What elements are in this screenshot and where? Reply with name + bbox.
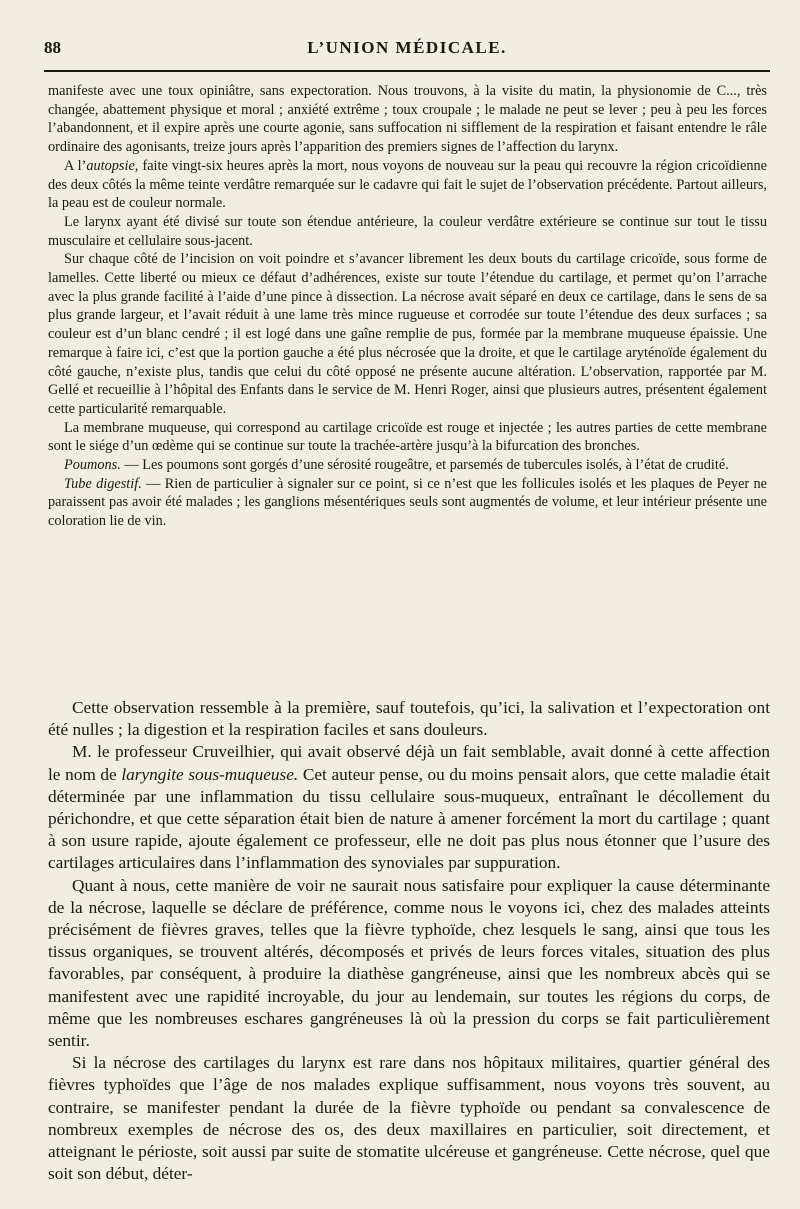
paragraph: Quant à nous, cette manière de voir ne saurait nous satisfaire pour expliquer la cause déterminante de la nécrose, laquelle se déclare de préférence, comme nous le voyons ici, chez des malades atteints précisément de fièvres graves, telles que la fièvre typhoïde, chez lesquels le sang, ainsi que tous les tissus organiques, se trouvent altérés, décomposés et privés de leurs forces vitales, situation des plus favorables, par conséquent, à produire la diathèse gangréneuse, ainsi que les nombreux abcès qui se manifestent avec une rapidité incroyable, du jour au lendemain, sur toutes les régions du corps, de même que les nombreuses eschares gangréneuses là où la pression du corps se fait particulièrement sentir. <box>48 875 770 1051</box>
paragraph <box>48 741 770 874</box>
italic-term: Poumons. <box>64 457 121 474</box>
paragraph <box>48 157 767 213</box>
paragraph: Cette observation ressemble à la première, sauf toutefois, qu’ici, la salivation et l’expectoration ont été nulles ; la digestion et la respiration faciles et sans douleurs. <box>48 698 770 740</box>
paragraph <box>48 475 767 531</box>
paragraph: La membrane muqueuse, qui correspond au cartilage cricoïde est rouge et injectée ; les autres parties de cette membrane sont le siége d’un œdème qui se continue sur toute la trachée-artère jusqu’à la bifurcation des bronches. <box>48 419 767 455</box>
paragraph: Sur chaque côté de l’incision on voit poindre et s’avancer librement les deux bouts du cartilage cricoïde, sous forme de lamelles. Cette liberté ou mieux ce défaut d’adhérences, existe sur toute l’étendue du cartilage, et permet qu’on l’arrache avec la plus grande facilité à l’aide d’une pince à dissection. La nécrose avait séparé en deux ce cartilage, dans le sens de sa plus grande largeur, et l’avait réduit à une lame très mince rugueuse et corrodée sur toute l’étendue des deux surfaces ; sa couleur est d’un blanc cendré ; il est logé dans une gaîne remplie de pus, formée par la membrane muqueuse épaissie. Une remarque à faire ici, c’est que la portion gauche a été plus nécrosée que la droite, et que le cartilage aryténoïde également du côté gauche, n’existe plus, tandis que celui du côté opposé ne présente aucune altération. L’observation, rapportée par M. Gellé et recueillie à l’hôpital des Enfants dans le service de M. Henri Roger, ainsi que plusieurs autres, présentent également cette particularité remarquable. <box>48 251 767 417</box>
paragraph <box>48 456 767 475</box>
running-title: L’UNION MÉDICALE. <box>307 38 507 57</box>
paragraph: manifeste avec une toux opiniâtre, sans expectoration. Nous trouvons, à la visite du matin, la physionomie de C..., très changée, abattement physique et moral ; anxiété extrême ; toux croupale ; le malade ne peut se lever ; peu à peu les forces l’abandonnent, et il expire après une courte agonie, sans suffocation ni sifflement de la respiration et faisant entendre le râle ordinaire des agonisants, treize jours après l’apparition des premiers signes de l’affection du larynx. <box>48 83 767 156</box>
header-rule <box>44 70 770 72</box>
italic-term: laryngite sous-muqueuse. <box>121 764 299 784</box>
paragraph: Le larynx ayant été divisé sur toute son étendue antérieure, la couleur verdâtre extérieure se continue sur tout le tissu musculaire et cellulaire sous-jacent. <box>48 213 767 249</box>
paragraph-lead: A l’ <box>64 157 87 174</box>
paragraph-text: — Les poumons sont gorgés d’une sérosité rougeâtre, et parsemés de tubercules isolés, à l’état de crudité. <box>120 457 729 474</box>
italic-term: autopsie, <box>86 157 139 174</box>
paragraph-text: — Rien de particulier à signaler sur ce point, si ce n’est que les follicules isolés et les plaques de Peyer ne paraissent pas avoir été malades ; les ganglions mésentériques seuls sont augmentés de volume, et leur intérieur présente une coloration lie de vin. <box>48 475 767 530</box>
page-number: 88 <box>44 38 61 57</box>
page-header <box>44 38 770 64</box>
paragraph: Si la nécrose des cartilages du larynx est rare dans nos hôpitaux militaires, quartier général des fièvres typhoïdes que l’âge de nos malades explique suffisamment, nous voyons très souvent, au contraire, se manifester pendant la durée de la fièvre typhoïde ou pendant sa convalescence de nombreux exemples de nécrose des os, des deux maxillaires en particulier, soit directement, et atteignant le périoste, soit aussi par suite de stomatite ulcéreuse et gangréneuse. Cette nécrose, quel que soit son début, déter- <box>48 1053 770 1184</box>
paragraph-text: faite vingt-six heures après la mort, nous voyons de nouveau sur la peau qui recouvre la région cricoïdienne des deux côtés la même teinte verdâtre remarquée sur le cadavre qui fait le sujet de l’observation précédente. Partout ailleurs, la peau est de couleur normale. <box>48 157 768 212</box>
case-observation-section <box>48 82 767 531</box>
paragraph-lead: M. le professeur Cruveilhier, qui avait observé déjà un fait semblable, avait donné à cette affection le nom de <box>48 742 770 784</box>
paragraph-text: Cet auteur pense, ou du moins pensait alors, que cette maladie était déterminée par une inflammation du tissu cellulaire sous-muqueux, entraînant le décollement du périchondre, et que cette séparation était bien de nature à amener forcément la mort du cartilage ; quant à son usure rapide, ajoute également ce professeur, elle ne doit pas plus nous étonner que l’usure des cartilages articulaires dans l’inflammation des synoviales par suppuration. <box>48 764 771 873</box>
discussion-section <box>48 697 770 1185</box>
italic-term: Tube digestif. <box>64 475 142 492</box>
